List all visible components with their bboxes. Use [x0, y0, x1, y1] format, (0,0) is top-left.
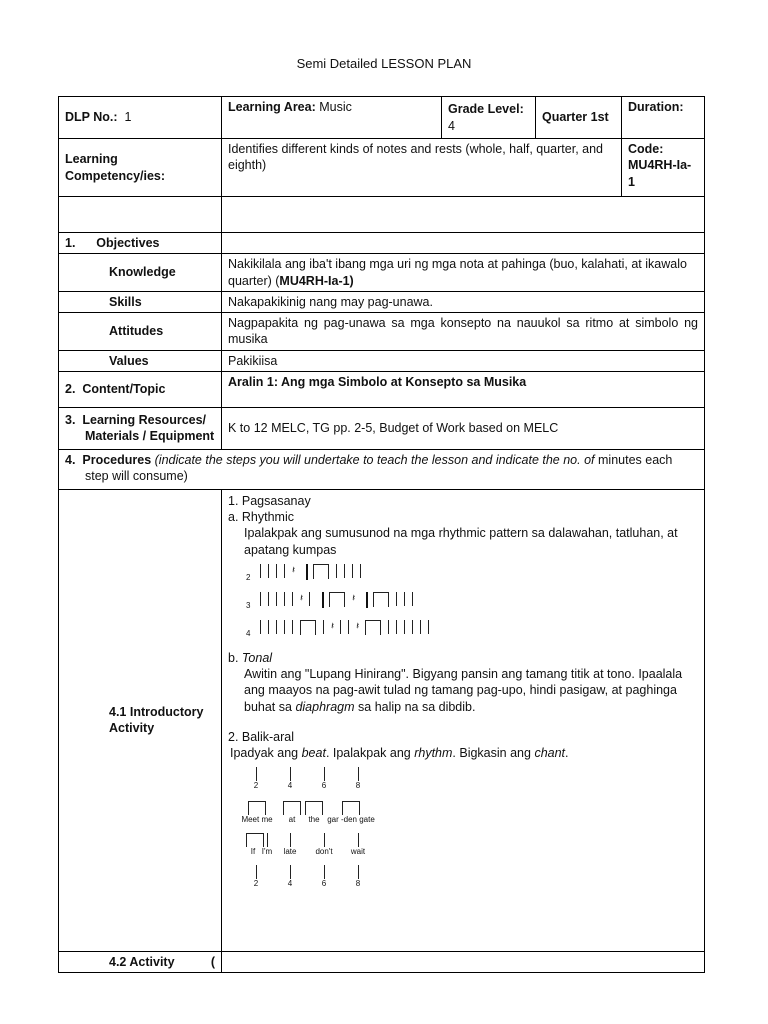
knowledge-text: Nakikilala ang iba't ibang mga uri ng mga nota at pahinga (buo, kalahati, at ikawalo quarter) (: [228, 257, 687, 288]
resources-text: K to 12 MELC, TG pp. 2-5, Budget of Work based on MELC: [222, 407, 705, 449]
procedures-note: (indicate the steps you will undertake to teach the lesson and indicate the no. of: [154, 452, 595, 467]
page-title: Semi Detailed LESSON PLAN: [296, 56, 472, 71]
lyrics-row-1: [241, 801, 386, 825]
learning-area-cell: [222, 97, 442, 139]
beat-note: 8: [348, 767, 368, 791]
lyric-note: late: [280, 833, 300, 857]
competency-label: Learning Competency/ies:: [59, 139, 222, 197]
dlp-label: DLP No.:: [65, 110, 118, 125]
content-row: [59, 371, 705, 407]
item-pagsasanay: 1. Pagsasanay: [228, 493, 311, 508]
review-beat: beat: [301, 746, 326, 760]
item-rhythmic: a. Rhythmic: [228, 510, 294, 524]
beat-note: 4: [280, 767, 300, 791]
resources-row: [59, 407, 705, 449]
objectives-label: 1. Objectives: [59, 233, 222, 254]
lyric-note: the: [304, 801, 324, 825]
attitudes-label: Attitudes: [59, 313, 222, 351]
attitudes-row: [59, 313, 705, 351]
objectives-row: [59, 233, 705, 254]
spacer-row: [59, 197, 705, 233]
learning-area-value: Music: [319, 100, 352, 114]
attitudes-text: Nagpapakita ng pag-unawa sa mga konsepto na nauukol sa ritmo at simbolo ng musika: [222, 313, 705, 351]
skills-row: [59, 291, 705, 312]
grade-level-label: Grade Level:: [448, 102, 524, 117]
code-value: MU4RH-Ia-1: [628, 158, 692, 189]
beat-note: 6: [314, 767, 334, 791]
intro-label-line2: Activity: [109, 721, 155, 736]
procedures-note-line2: step will consume): [85, 469, 188, 483]
lyric-note: at: [282, 801, 302, 825]
competency-text: Identifies different kinds of notes and rests (whole, half, quarter, and eighth): [222, 139, 622, 197]
review-rhythm: rhythm: [414, 746, 453, 760]
review-text2: . Ipalakpak ang: [325, 746, 411, 760]
beat-note: 4: [280, 865, 300, 889]
intro-label: [59, 489, 222, 951]
meter-4: 4: [246, 628, 251, 638]
beat-note: 2: [246, 865, 266, 889]
quarter-rest-icon: 𝄽: [300, 592, 304, 604]
pattern-2-notes: [260, 564, 368, 580]
spacer-cell-left: [59, 197, 222, 233]
review-chant: chant: [534, 746, 566, 760]
procedures-row: [59, 449, 705, 489]
activity-content: [222, 951, 705, 972]
code-label: Code:: [628, 142, 664, 156]
intro-content: [222, 489, 705, 951]
quarter-rest-icon: 𝄽: [356, 620, 360, 632]
header-row: [59, 97, 705, 139]
content-label: 2. Content/Topic: [59, 371, 222, 407]
rhythm-pattern-2: [246, 564, 698, 586]
knowledge-code: MU4RH-Ia-1): [279, 273, 354, 288]
rhythmic-instruction: Ipalakpak ang sumusunod na mga rhythmic pattern sa dalawahan, tatluhan, at apatang kumpas: [244, 526, 678, 557]
lyrics-row-2: [246, 833, 386, 857]
dlp-cell: [59, 97, 222, 139]
pattern-4-notes: [260, 620, 436, 636]
procedures-label: 4. Procedures: [65, 452, 152, 467]
procedures-cell: [59, 449, 705, 489]
knowledge-cell: [222, 254, 705, 292]
item-tonal: [228, 650, 698, 666]
dlp-value: 1: [124, 110, 132, 125]
tonal-letter: b.: [228, 650, 239, 665]
activity-label: 4.2 Activity (: [59, 951, 222, 972]
activity-row: [59, 951, 705, 972]
rhythm-pattern-3: [246, 592, 698, 614]
objectives-empty: [222, 233, 705, 254]
content-text: Aralin 1: Ang mga Simbolo at Konsepto sa Musika: [222, 371, 705, 407]
values-row: [59, 350, 705, 371]
knowledge-label: Knowledge: [59, 254, 222, 292]
lyric-note: If: [246, 833, 260, 857]
chant-notation: [241, 767, 698, 897]
tonal-title: Tonal: [241, 650, 273, 665]
quarter-rest-icon: 𝄽: [331, 620, 335, 632]
learning-area-label: Learning Area:: [228, 100, 316, 114]
quarter-cell: Quarter 1st: [536, 97, 622, 139]
grade-level-value: 4: [448, 118, 455, 133]
quarter-rest-icon: 𝄽: [352, 592, 356, 604]
intro-row: [59, 489, 705, 951]
beat-note: 2: [246, 767, 266, 791]
review-text4: .: [565, 746, 569, 760]
lesson-plan-table: [58, 96, 705, 973]
values-label: Values: [59, 350, 222, 371]
item-balik-aral: 2. Balik-aral: [228, 729, 294, 744]
review-text3: . Bigkasin ang: [452, 746, 531, 760]
intro-label-line1: 4.1 Introductory: [109, 705, 204, 719]
knowledge-row: [59, 254, 705, 292]
meter-3: 3: [246, 600, 251, 610]
tonal-instruction: [228, 666, 698, 715]
competency-row: [59, 139, 705, 197]
lyric-note: don't: [312, 833, 336, 857]
lyric-note: gar -den gate: [326, 801, 376, 825]
skills-text: Nakapakikinig nang may pag-unawa.: [222, 291, 705, 312]
skills-label: Skills: [59, 291, 222, 312]
grade-level-cell: [442, 97, 536, 139]
spacer-cell-right: [222, 197, 705, 233]
beat-row-top: [246, 767, 376, 791]
tonal-diaphragm: diaphragm: [295, 699, 355, 714]
beat-row-bottom: [246, 865, 376, 889]
code-cell: [622, 139, 705, 197]
lyric-note: I'm: [260, 833, 274, 857]
lyric-note: wait: [346, 833, 370, 857]
lyric-note: Meet me: [240, 801, 274, 825]
meter-2: 2: [246, 572, 251, 582]
rhythm-pattern-4: [246, 620, 698, 642]
quarter-rest-icon: 𝄽: [292, 564, 296, 576]
tonal-text1: Awitin ang "Lupang Hinirang". Bigyang pansin ang tamang titik at tono. Ipaalala ang maayos na pag-awit tulad ng tamang pag-upo, hindi pasigaw, at paghinga buhat sa: [244, 667, 683, 714]
review-text1: Ipadyak ang: [230, 746, 299, 760]
resources-label: [59, 407, 222, 449]
resources-label-line2: Materials / Equipment: [85, 429, 215, 444]
pattern-3-notes: [260, 592, 420, 608]
duration-cell: Duration:: [622, 97, 705, 139]
resources-label-line1: 3. Learning Resources/: [65, 413, 207, 427]
procedures-note-tail: minutes each: [598, 452, 673, 467]
beat-note: 6: [314, 865, 334, 889]
values-text: Pakikiisa: [222, 350, 705, 371]
beat-note: 8: [348, 865, 368, 889]
tonal-text2: sa halip na sa dibdib.: [358, 699, 476, 714]
balik-aral-instruction: [228, 745, 698, 761]
